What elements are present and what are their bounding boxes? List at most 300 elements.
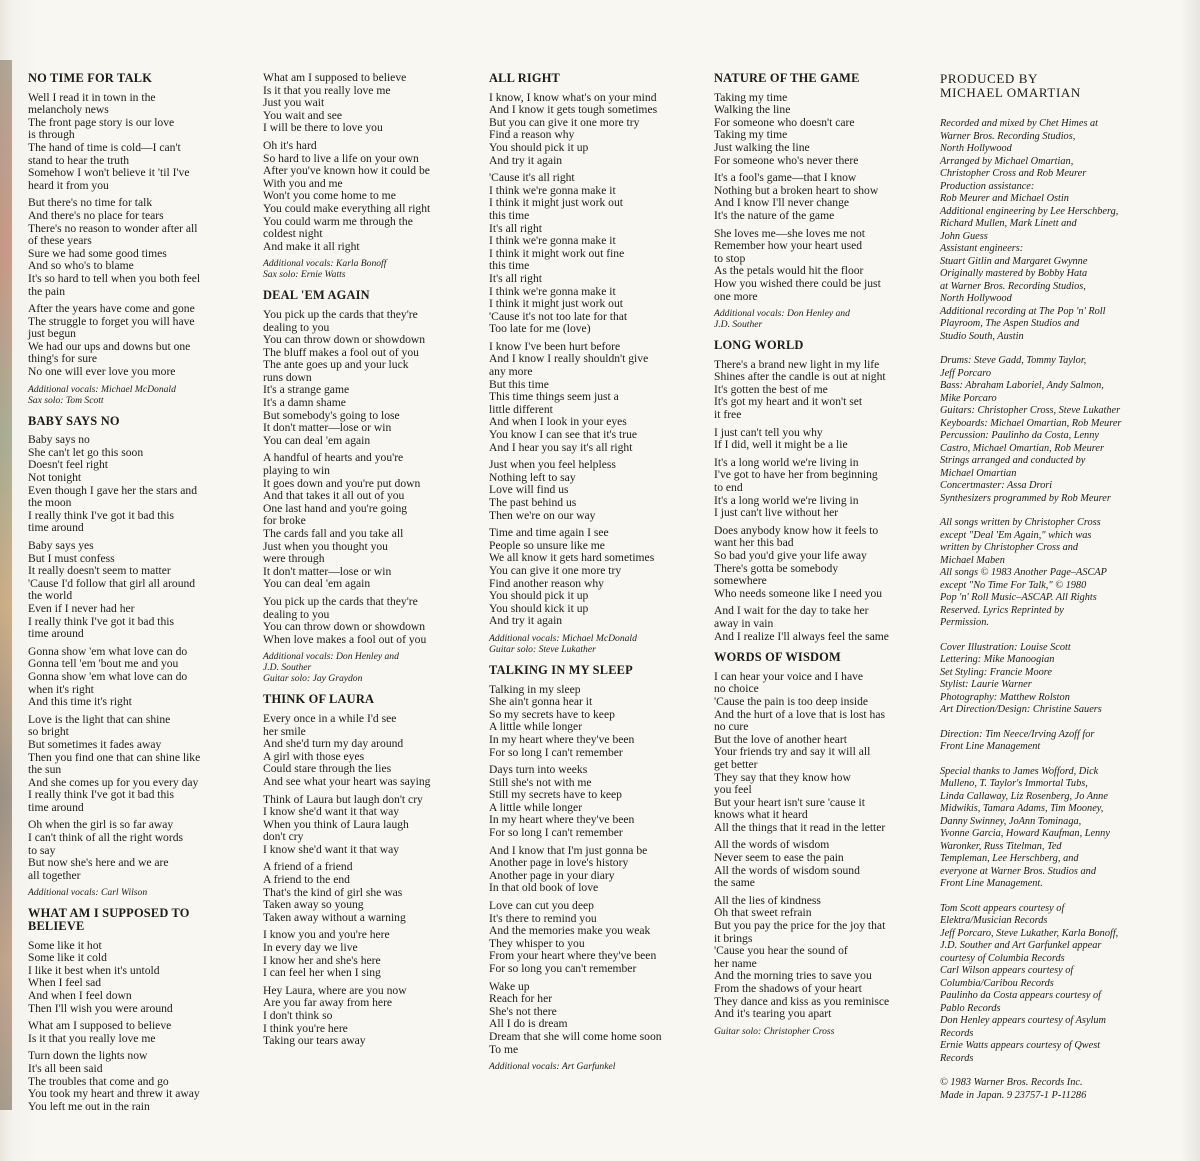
lyric-line: In my heart where they've been [489, 732, 635, 746]
lyric-line: It's there to remind you [489, 911, 597, 925]
lyric-line: Time and time again I see [489, 526, 609, 540]
song-credit-line: Additional vocals: Don Henley and [263, 651, 399, 663]
lyric-line: this time [489, 208, 530, 222]
lyric-line: All the lies of kindness [714, 893, 821, 907]
lyric-line: This time things seem just a [489, 390, 619, 404]
song-credit-line: Additional vocals: Karla Bonoff [263, 258, 387, 270]
lyric-line: Is it that you really love me [28, 1031, 156, 1045]
lyric-line: It's got my heart and it won't set [714, 395, 863, 409]
credit-block [940, 1077, 1175, 1102]
lyric-line: Taken away so young [263, 898, 364, 912]
lyric-line: It really doesn't seem to matter [28, 564, 171, 578]
credit-line: at Warner Bros. Recording Studios, [940, 280, 1086, 292]
lyric-line: Taking my time [714, 90, 788, 104]
song-title: DEAL 'EM AGAIN [263, 288, 370, 303]
lyric-line: It's a strange game [263, 383, 350, 397]
lyric-line: In that old book of love [489, 881, 599, 895]
lyric-stanza [714, 605, 922, 643]
lyric-line: her smile [263, 724, 306, 738]
lyric-line: A girl with those eyes [263, 749, 365, 763]
lyric-line: Just you wait [263, 96, 325, 110]
lyric-line: A little while longer [489, 720, 583, 734]
credit-line: Michael Omartian [940, 467, 1017, 479]
credit-line: Pop 'n' Roll Music–ASCAP. All Rights [940, 592, 1097, 603]
credit-line: Percussion: Paulinho da Costa, Lenny [940, 430, 1099, 441]
lyric-line: I will be there to love you [263, 121, 383, 135]
lyric-line: What am I supposed to believe [28, 1019, 172, 1033]
lyric-line: Hey Laura, where are you now [263, 983, 407, 997]
credit-block [940, 642, 1175, 717]
lyric-line: Still she's not with me [489, 775, 592, 789]
lyric-line: You took my heart and threw it away [28, 1087, 200, 1101]
lyric-line: And make it all right [263, 239, 360, 253]
lyric-line: And I realize I'll always feel the same [714, 629, 889, 643]
song [714, 651, 922, 1037]
lyric-line: It's a long world we're living in [714, 455, 859, 469]
lyric-line: In my heart where they've been [489, 813, 635, 827]
credit-line: Christopher Cross and Rob Meurer [940, 168, 1087, 179]
lyric-line: Nothing but a broken heart to show [714, 183, 879, 197]
lyric-line: All the words of wisdom sound [714, 863, 860, 877]
lyric-line: her name [714, 956, 757, 970]
lyric-line: Find a reason why [489, 128, 575, 142]
lyric-line: It goes down and you're put down [263, 476, 421, 490]
lyric-line: It's all been said [28, 1061, 103, 1075]
song-credits [714, 308, 922, 330]
song [28, 415, 246, 899]
credit-line: everyone at Warner Bros. Studios and [940, 865, 1096, 877]
lyric-line: As the petals would hit the floor [714, 264, 864, 278]
lyric-line: Days turn into weeks [489, 763, 588, 777]
lyric-line: It's a damn shame [263, 396, 346, 410]
credit-line: Arranged by Michael Omartian, [940, 155, 1074, 167]
lyric-line: heard it from you [28, 178, 109, 192]
lyric-line: And I wait for the day to take her [714, 604, 869, 618]
lyric-line: I think we're gonna make it [489, 284, 616, 298]
lyric-line: I can feel her when I sing [263, 966, 381, 980]
lyric-line: And there's no place for tears [28, 208, 164, 222]
lyric-line: I don't think so [263, 1009, 333, 1022]
lyric-line: And it's tearing you apart [714, 1007, 832, 1021]
lyric-line: I think it might just work out [489, 196, 623, 210]
lyric-line: And the hurt of a love that is lost has [714, 707, 885, 721]
lyric-line: When I feel sad [28, 976, 102, 990]
lyric-line: I just can't live without her [714, 506, 839, 520]
lyric-line: I know she'd want it that way [263, 805, 400, 819]
lyric-line: Even though I gave her the stars and [28, 483, 198, 497]
credit-line: Records [940, 1027, 974, 1039]
lyric-line: no choice [714, 682, 759, 696]
lyric-line: A handful of hearts and you're [263, 451, 404, 465]
lyric-stanza [28, 92, 246, 193]
lyric-line: Does anybody know how it feels to [714, 523, 879, 537]
credit-line: Bass: Abraham Laboriel, Andy Salmon, [940, 380, 1104, 391]
lyric-stanza [263, 713, 468, 789]
lyric-line: 'Cause you hear the sound of [714, 944, 848, 958]
lyric-stanza [489, 900, 694, 976]
lyric-line: You can deal 'em again [263, 433, 371, 447]
lyric-line: But your heart isn't sure 'cause it [714, 795, 865, 809]
cover-art-edge [0, 60, 12, 1110]
lyric-line: somewhere [714, 574, 767, 588]
lyric-stanza [714, 228, 922, 304]
credit-line: Reserved. Lyrics Reprinted by [940, 604, 1064, 616]
lyric-line: Then we're on our way [489, 508, 596, 522]
credit-line: except "No Time For Talk," © 1980 [940, 579, 1087, 591]
lyric-stanza [489, 845, 694, 895]
song-title: NATURE OF THE GAME [714, 71, 860, 85]
lyric-line: You can throw down or showdown [263, 333, 426, 347]
lyric-line: They say that they know how [714, 770, 851, 784]
lyric-line: the world [28, 589, 73, 603]
lyric-line: A friend of a friend [263, 860, 353, 874]
lyric-line: It's a fool's game—that I know [714, 171, 857, 185]
lyric-stanza [489, 764, 694, 840]
lyric-line: when it's right [28, 682, 94, 696]
song-title: THINK OF LAURA [263, 692, 375, 707]
lyric-stanza [263, 452, 468, 591]
lyric-line: Just walking the line [714, 140, 810, 154]
credit-line: Records [940, 1052, 974, 1064]
credit-line: Cover Illustration: Louise Scott [940, 641, 1071, 653]
lyric-line: I think you're here [263, 1021, 348, 1035]
credit-line: All songs written by Christopher Cross [940, 517, 1101, 528]
lyric-line: Talking in my sleep [489, 682, 581, 696]
lyric-stanza [263, 929, 468, 979]
lyric-line: Wake up [489, 979, 530, 993]
credit-line: Drums: Steve Gadd, Tommy Taylor, [940, 355, 1087, 366]
song-credit-line: Additional vocals: Michael McDonald [28, 383, 176, 395]
lyric-line: The bluff makes a fool out of you [263, 345, 419, 359]
credit-line: Jeff Porcaro [940, 367, 991, 379]
song-credits [489, 633, 694, 655]
credit-line: Made in Japan. 9 23757-1 P-11286 [940, 1089, 1087, 1101]
credit-line: Mike Porcaro [940, 392, 997, 404]
credit-line: Recorded and mixed by Chet Himes at [940, 118, 1099, 129]
lyric-stanza [714, 895, 922, 1021]
producer-heading-line: PRODUCED BY [940, 71, 1038, 86]
lyric-line: I can't think of all the right words [28, 831, 184, 845]
song-title: WORDS OF WISDOM [714, 650, 841, 665]
lyric-line: The front page story is our love [28, 115, 175, 129]
lyric-line: She ain't gonna hear it [489, 695, 593, 709]
lyric-line: And I know that I'm just gonna be [489, 843, 648, 857]
credit-line: Midwikis, Tamara Adams, Tim Mooney, [940, 803, 1104, 814]
song-credits [714, 1026, 922, 1037]
lyric-line: She's not there [489, 1004, 557, 1018]
lyric-stanza [28, 303, 246, 379]
lyric-line: Just when you thought you [263, 539, 388, 553]
lyric-stanza [714, 839, 922, 889]
credit-block [940, 903, 1175, 1066]
lyric-line: to say [28, 843, 56, 857]
lyric-line: We all know it gets hard sometimes [489, 551, 655, 565]
lyric-stanza [28, 540, 246, 641]
lyric-line: And when I look in your eyes [489, 415, 627, 429]
song [263, 693, 468, 1047]
credit-line: Tom Scott appears courtesy of [940, 902, 1065, 914]
credit-line: John Guess [940, 230, 988, 242]
song-credit-line: Sax solo: Tom Scott [28, 394, 104, 406]
lyric-line: I know she'd want it that way [263, 842, 400, 856]
lyric-line: I really think I've got it bad this [28, 508, 175, 522]
credit-line: Linda Callaway, Liz Rosenberg, Jo Anne [940, 790, 1108, 802]
lyric-line: One last hand and you're going [263, 501, 408, 515]
credit-line: Concertmaster: Assa Drori [940, 480, 1053, 491]
lyrics-column-4 [714, 72, 922, 1046]
credit-line: Photography: Matthew Rolston [940, 691, 1070, 703]
lyric-line: this time [489, 259, 530, 273]
credit-line: Ernie Watts appears courtesy of Qwest [940, 1040, 1101, 1051]
credit-line: J.D. Souther and Art Garfunkel appear [940, 940, 1102, 951]
lyric-line: Another page in your diary [489, 868, 615, 882]
lyric-line: She can't let go this soon [28, 445, 144, 459]
credit-line: courtesy of Columbia Records [940, 952, 1065, 964]
lyric-line: 'Cause it's all right [489, 171, 575, 185]
lyric-line: Taken away without a warning [263, 910, 406, 924]
song-credit-line: Sax solo: Ernie Watts [263, 269, 346, 281]
lyric-line: And see what your heart was saying [263, 774, 431, 788]
lyric-line: For so long I can't remember [489, 826, 623, 840]
lyrics-column-1 [28, 72, 246, 1121]
lyric-line: of these years [28, 234, 92, 248]
credit-line: North Hollywood [940, 143, 1012, 154]
lyric-line: I know you and you're here [263, 928, 390, 942]
lyric-line: All the things that it read in the letter [714, 820, 886, 834]
lyric-line: Not tonight [28, 471, 82, 485]
lyric-line: Somehow I won't believe it 'til I've [28, 166, 190, 180]
lyric-line: But the love of another heart [714, 732, 847, 746]
lyric-line: You left me out in the rain [28, 1099, 150, 1113]
lyric-line: coldest night [263, 227, 323, 241]
lyric-line: time around [28, 627, 84, 641]
lyric-stanza [28, 1050, 246, 1113]
song [263, 72, 468, 280]
lyric-line: Love will find us [489, 483, 569, 497]
credit-line: Richard Mullen, Mark Linett and [940, 218, 1077, 229]
lyric-line: get better [714, 757, 758, 771]
credit-line: Front Line Management [940, 741, 1041, 752]
lyric-stanza [489, 981, 694, 1057]
lyric-line: knows what it heard [714, 808, 808, 822]
credit-line: Castro, Michael Omartian, Rob Meurer [940, 442, 1104, 454]
lyric-line: For so long you can't remember [489, 962, 637, 975]
lyric-line: one more [714, 289, 758, 303]
lyric-stanza [714, 359, 922, 422]
credit-line: Columbia/Caribou Records [940, 977, 1054, 989]
credit-line: Jeff Porcaro, Steve Lukather, Karla Bonoff, [940, 927, 1119, 939]
song [263, 289, 468, 684]
lyric-line: Remember how your heart used [714, 239, 863, 253]
lyric-line: Love can cut you deep [489, 899, 594, 913]
lyric-line: playing to win [263, 464, 330, 478]
lyric-line: Oh it's hard [263, 138, 317, 152]
lyric-line: dealing to you [263, 320, 330, 334]
credit-line: except "Deal 'Em Again," which was [940, 529, 1092, 541]
lyric-line: But you pay the price for the joy that [714, 919, 886, 933]
lyric-line: If I did, well it might be a lie [714, 438, 848, 452]
lyric-line: And she'd turn my day around [263, 737, 404, 751]
credit-line: Rob Meurer and Michael Ostin [940, 193, 1069, 204]
lyric-line: You could make everything all right [263, 201, 431, 215]
lyric-line: There's gotta be somebody [714, 561, 839, 575]
lyric-line: It's all right [489, 271, 542, 285]
lyric-line: You should kick it up [489, 601, 589, 615]
song [489, 72, 694, 655]
lyric-line: That's the kind of girl she was [263, 885, 403, 899]
producer-heading [940, 72, 1175, 100]
lyric-line: But this time [489, 377, 549, 391]
lyric-line: I know I've been hurt before [489, 339, 621, 353]
credit-line: Warner Bros. Recording Studios, [940, 130, 1076, 142]
lyric-stanza [28, 714, 246, 815]
lyric-line: But I must confess [28, 551, 115, 565]
credit-line: Mulleno, T. Taylor's Immortal Tubs, [940, 778, 1088, 789]
lyric-line: it brings [714, 931, 753, 945]
credit-line: Art Direction/Design: Christine Sauers [940, 704, 1102, 715]
credit-line: Guitars: Christopher Cross, Steve Lukather [940, 405, 1121, 416]
lyric-stanza [28, 1020, 246, 1045]
credit-line: Front Line Management. [940, 878, 1043, 889]
lyric-line: The struggle to forget you will have [28, 314, 195, 328]
lyric-line: There's no reason to wonder after all [28, 221, 198, 235]
credit-line: Assistant engineers: [940, 243, 1024, 254]
lyric-line: you feel [714, 783, 752, 797]
lyric-stanza [28, 940, 246, 1016]
lyric-line: Still my secrets have to keep [489, 788, 622, 802]
lyric-stanza [714, 671, 922, 835]
lyric-line: Then you find one that can shine like [28, 750, 201, 764]
lyric-line: It's gotten the best of me [714, 382, 828, 396]
lyric-line: I really think I've got it bad this [28, 614, 175, 628]
lyric-line: time around [28, 521, 84, 535]
lyric-line: The cards fall and you take all [263, 527, 404, 540]
song-title: LONG WORLD [714, 338, 804, 353]
lyric-line: But you can give it one more try [489, 115, 640, 129]
lyric-line: You wait and see [263, 108, 343, 122]
song-credit-line: Additional vocals: Art Garfunkel [489, 1061, 616, 1073]
lyric-line: And I know I'll never change [714, 196, 850, 210]
lyric-line: runs down [263, 370, 312, 384]
lyrics-column-3 [489, 72, 694, 1081]
lyric-line: Love is the light that can shine [28, 712, 171, 726]
lyric-line: When you think of Laura laugh [263, 817, 409, 831]
lyric-line: And I know it gets tough sometimes [489, 103, 658, 117]
lyric-stanza [263, 861, 468, 924]
lyric-line: Who needs someone like I need you [714, 586, 883, 600]
lyric-line: For someone who's never there [714, 153, 859, 167]
credit-line: Originally mastered by Bobby Hata [940, 268, 1088, 279]
credit-line: Paulinho da Costa appears courtesy of [940, 990, 1102, 1001]
song-credit-line: Additional vocals: Carl Wilson [28, 887, 148, 899]
lyric-stanza [489, 527, 694, 628]
lyric-line: From your heart where they've been [489, 949, 657, 963]
lyric-line: They dance and kiss as you reminisce [714, 994, 890, 1008]
lyric-line: thing's for sure [28, 352, 98, 366]
lyric-line: Shines after the candle is out at night [714, 370, 886, 384]
lyric-line: the moon [28, 496, 72, 510]
lyric-line: For someone who doesn't care [714, 115, 855, 129]
lyric-line: Well I read it in town in the [28, 90, 156, 104]
lyric-line: It don't matter—lose or win [263, 564, 392, 578]
lyric-line: We had our ups and downs but one [28, 339, 191, 353]
song-credit-line: Guitar solo: Christopher Cross [714, 1025, 835, 1037]
lyric-line: 'Cause the pain is too deep inside [714, 694, 869, 708]
lyric-line: the sun [28, 763, 62, 777]
lyric-line: And I hear you say it's all right [489, 440, 633, 454]
lyric-line: I just can't tell you why [714, 425, 823, 439]
lyric-line: And she comes up for you every day [28, 775, 199, 789]
lyric-line: Gonna show 'em what love can do [28, 644, 188, 658]
song-credit-line: Additional vocals: Don Henley and [714, 308, 850, 320]
lyric-line: They whisper to you [489, 936, 585, 950]
lyric-line: Oh that sweet refrain [714, 906, 812, 920]
lyric-line: Just when you feel helpless [489, 458, 616, 472]
lyric-line: No one will ever love you more [28, 365, 176, 379]
lyric-line: the pain [28, 284, 66, 298]
lyric-line: The ante goes up and your luck [263, 358, 409, 372]
lyric-stanza [489, 172, 694, 336]
song-credits [28, 887, 246, 898]
lyric-line: 'Cause it's not too late for that [489, 309, 628, 323]
lyric-line: Gonna tell 'em 'bout me and you [28, 657, 179, 671]
credit-line: Production assistance: [940, 180, 1035, 192]
lyric-line: Gonna show 'em what love can do [28, 669, 188, 683]
song-credits [489, 1061, 694, 1072]
lyric-line: Could stare through the lies [263, 762, 392, 776]
lyric-line: Turn down the lights now [28, 1049, 148, 1063]
song-credits [263, 258, 468, 280]
lyric-stanza [714, 525, 922, 601]
song [28, 72, 246, 406]
credit-line: Additional recording at The Pop 'n' Roll [940, 305, 1106, 317]
lyric-line: You can deal 'em again [263, 577, 371, 591]
lyric-line: It's the nature of the game [714, 208, 835, 222]
lyric-line: You know I can see that it's true [489, 428, 638, 442]
lyric-line: away in vain [714, 616, 774, 630]
lyric-line: I've got to have her from beginning [714, 468, 878, 482]
song-credit-line: J.D. Souther [714, 319, 763, 331]
credit-line: Yvonne Garcia, Howard Kaufman, Lenny [940, 828, 1110, 839]
credit-line: Strings arranged and conducted by [940, 455, 1086, 466]
lyric-line: Nothing left to say [489, 470, 576, 484]
credit-line: Stuart Gitlin and Margaret Gwynne [940, 255, 1088, 267]
lyric-line: Some like it hot [28, 938, 102, 952]
lyric-line: I really think I've got it bad this [28, 788, 175, 802]
lyric-line: It don't matter—lose or win [263, 421, 392, 435]
lyric-line: Are you far away from here [263, 996, 393, 1010]
song-credit-line: Additional vocals: Michael McDonald [489, 632, 637, 644]
lyric-stanza [28, 197, 246, 298]
credit-line: © 1983 Warner Bros. Records Inc. [940, 1077, 1083, 1088]
song [714, 339, 922, 643]
lyric-line: Taking our tears away [263, 1034, 366, 1048]
lyric-line: Reach for her [489, 992, 553, 1006]
song [489, 664, 694, 1072]
lyric-line: Baby says no [28, 433, 90, 447]
lyric-line: So my secrets have to keep [489, 707, 615, 721]
song-credits [263, 651, 468, 684]
credit-line: North Hollywood [940, 293, 1012, 304]
lyric-line: And this time it's right [28, 695, 132, 709]
lyric-line: You pick up the cards that they're [263, 307, 418, 321]
lyric-line: Think of Laura but laugh don't cry [263, 792, 423, 806]
song-credit-line: Guitar solo: Steve Lukather [489, 643, 596, 655]
lyric-line: 'Cause I'd follow that girl all around [28, 576, 196, 590]
song [28, 907, 246, 1113]
lyric-line: After the years have come and gone [28, 302, 195, 316]
lyrics-column-2 [263, 72, 468, 1056]
